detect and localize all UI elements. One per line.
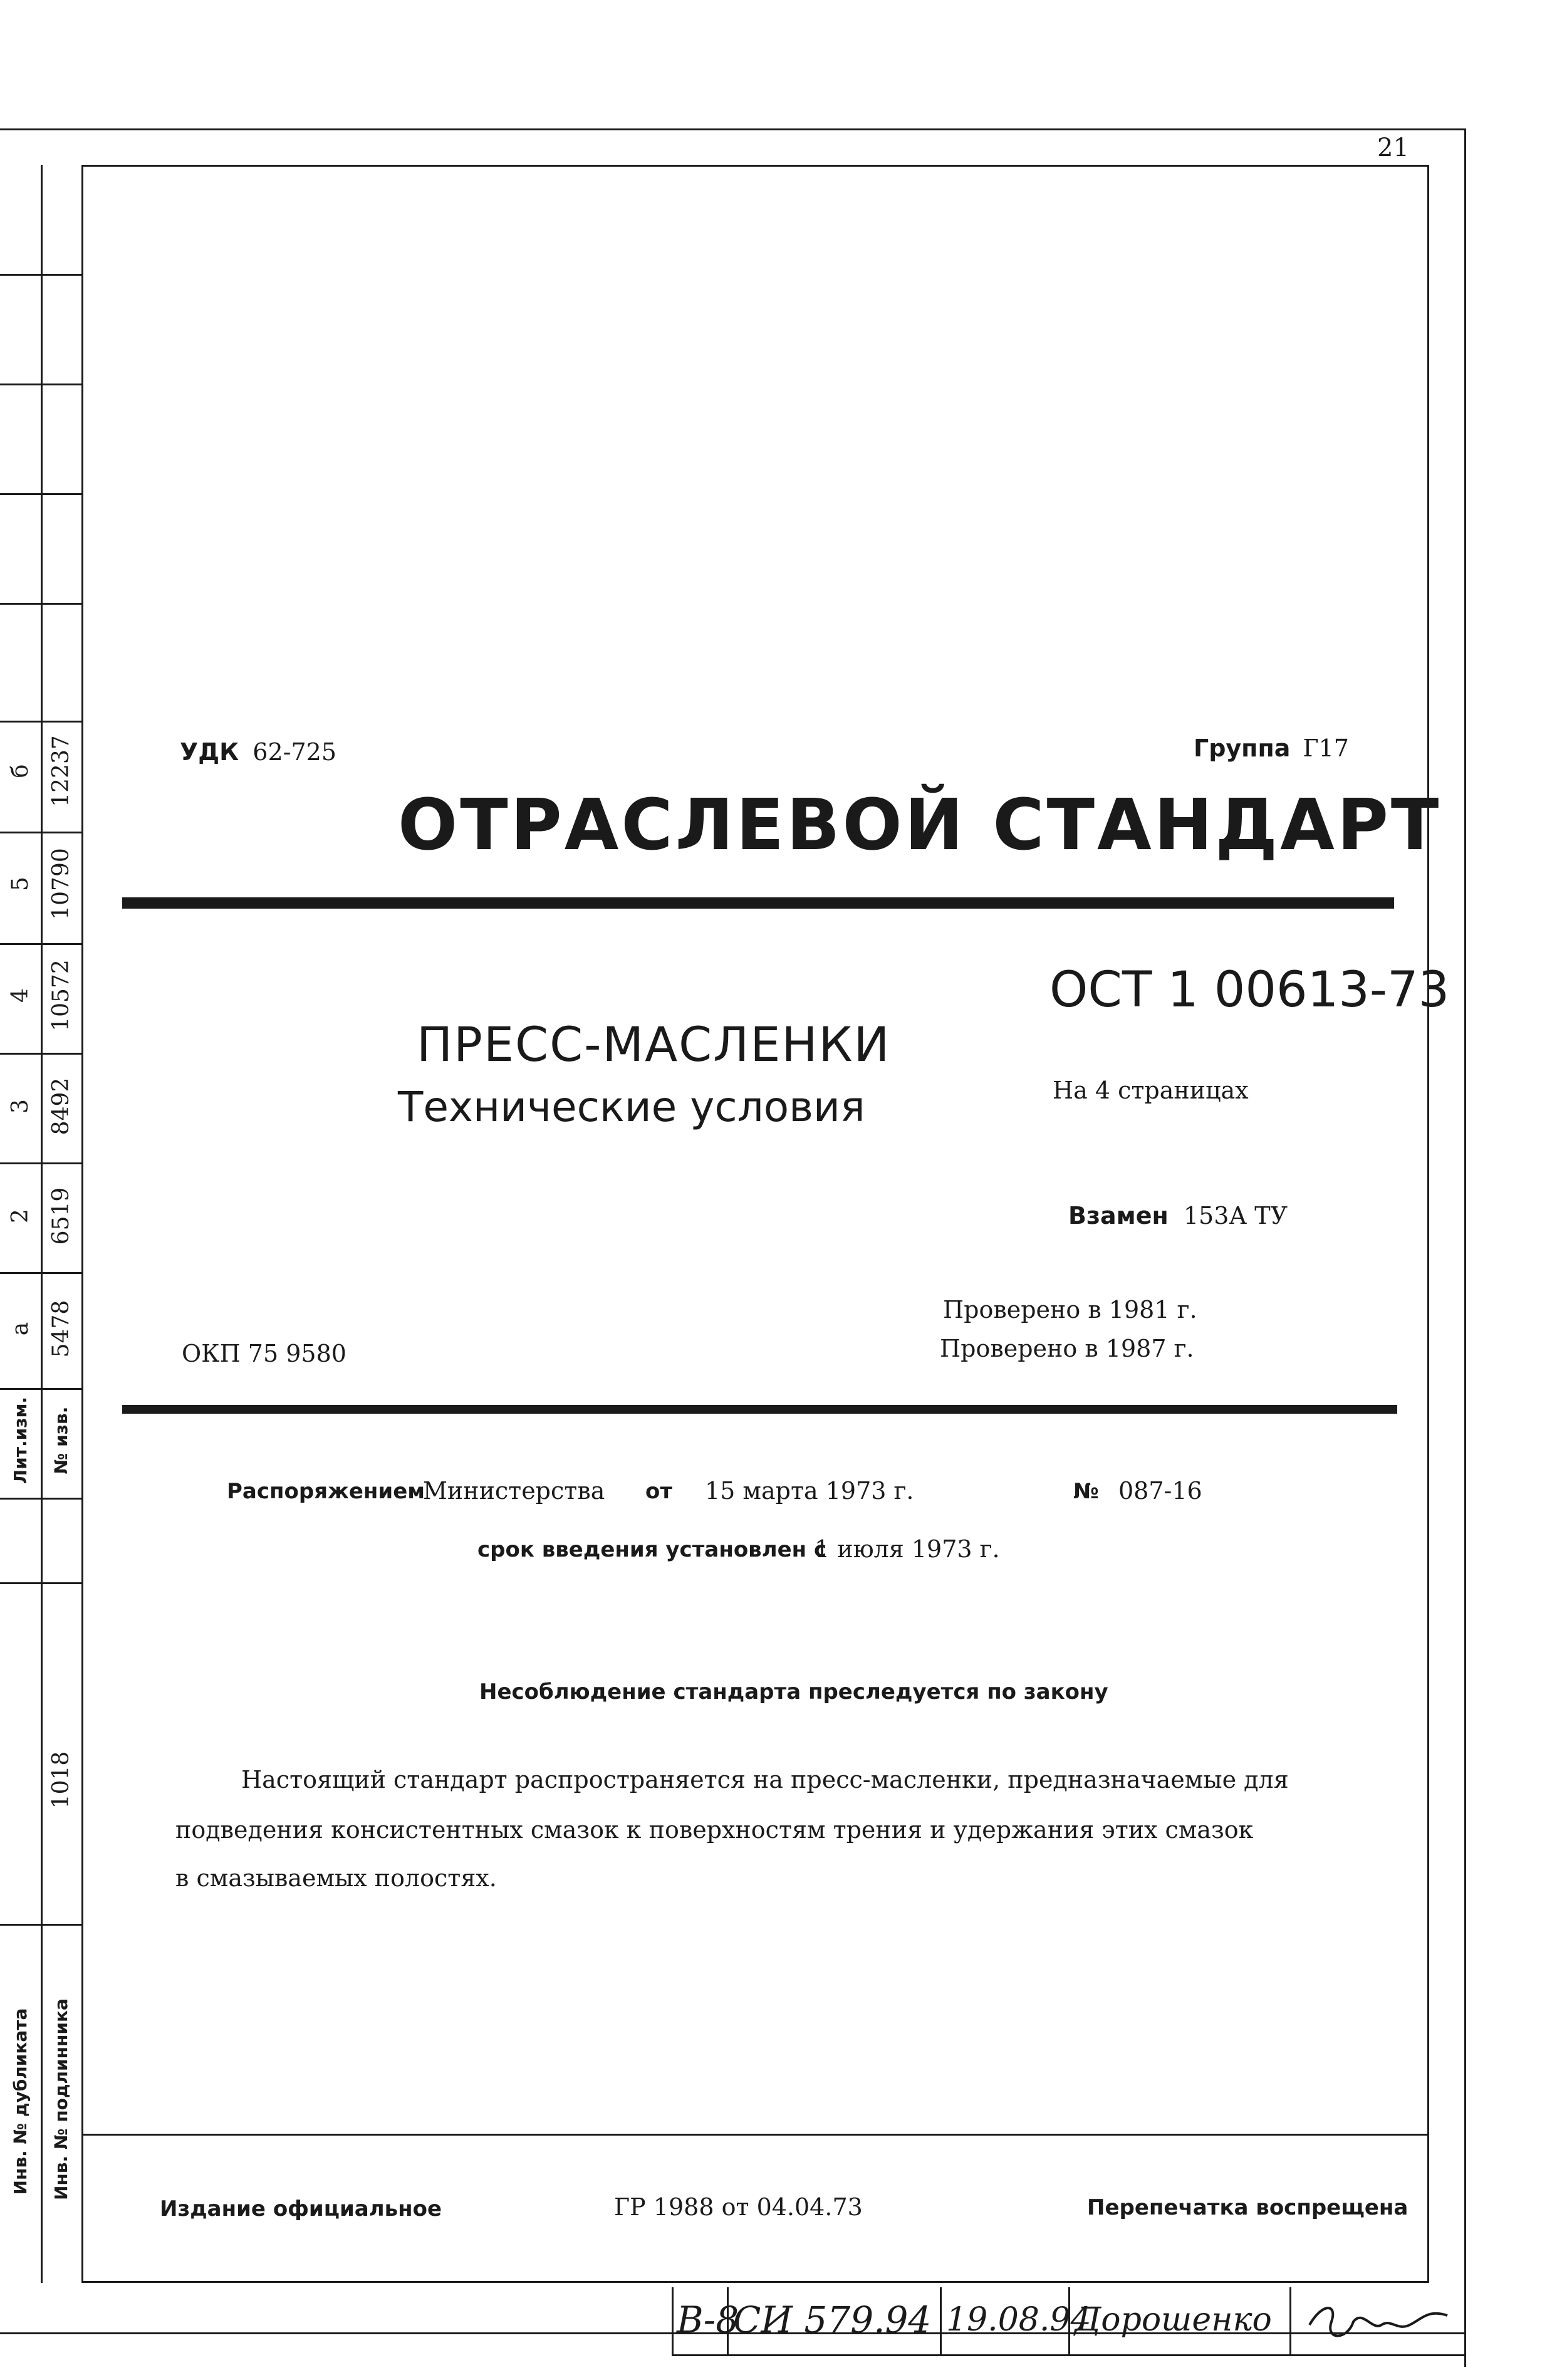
edition-label: Издание официальное (160, 2196, 442, 2221)
strip-lit-cell: 2 (8, 1209, 33, 1223)
strip-num-cell: 8492 (48, 1077, 74, 1135)
pages-count: На 4 страницах (1053, 1077, 1249, 1104)
checked-1981: Проверено в 1981 г. (943, 1296, 1197, 1323)
strip-inv-dup-label: Инв. № дубликата (10, 2008, 31, 2195)
body-line-2: подведения консистентных смазок к поверхностям трения и удержания этих смазок (175, 1816, 1254, 1844)
body-line-1: Настоящий стандарт распространяется на пресс-масленки, предназначаемые для (241, 1766, 1289, 1793)
strip-line (0, 493, 81, 495)
frame-right-inner (1427, 165, 1429, 2283)
main-title: ОТРАСЛЕВОЙ СТАНДАРТ (398, 785, 1442, 866)
strip-line (0, 603, 81, 605)
decree-number: 087-16 (1118, 1477, 1202, 1505)
reprint-notice: Перепечатка воспрещена (1087, 2195, 1409, 2220)
strip-inv-original-number: 1018 (48, 1751, 74, 1809)
decree-number-label: № (1073, 1479, 1099, 1504)
frame-bottom-inner (81, 2281, 1429, 2283)
title-block-thick-rule (122, 1405, 1397, 1414)
strip-line (0, 274, 81, 276)
strip-num-cell: 5478 (48, 1300, 74, 1358)
strip-lit-cell: б (8, 764, 33, 778)
stamp-divider (672, 2287, 674, 2356)
strip-line (0, 1924, 81, 1926)
checked-1987: Проверено в 1987 г. (940, 1335, 1194, 1362)
strip-line (0, 1498, 81, 1500)
group-value: Г17 (1303, 734, 1349, 762)
strip-line (0, 1582, 81, 1584)
frame-top-outer (0, 128, 1466, 130)
udk-label: УДК (180, 738, 239, 766)
stamp-cell-4: Дорошенко (1075, 2301, 1272, 2339)
replaces-value: 153А ТУ (1183, 1202, 1288, 1229)
body-line-3: в смазываемых полостях. (175, 1864, 497, 1892)
frame-left-inner (81, 165, 83, 2283)
stamp-cell-1: В-8 (677, 2299, 739, 2341)
footer-top-line (81, 2134, 1429, 2136)
effective-label: срок введения установлен с (477, 1537, 827, 1562)
group-label: Группа (1194, 734, 1291, 762)
frame-right-outer (1464, 128, 1466, 2367)
strip-lit-cell: а (8, 1322, 33, 1336)
decree-label: Распоряжением (227, 1479, 425, 1504)
decree-date: 15 марта 1973 г. (705, 1477, 914, 1505)
group (1194, 734, 1349, 762)
strip-num-cell: 6519 (48, 1187, 74, 1245)
strip-lit-cell: 3 (8, 1099, 33, 1114)
page-number: 21 (1377, 133, 1409, 162)
frame-top-inner (81, 165, 1429, 167)
gr-registration: ГР 1988 от 04.04.73 (614, 2193, 863, 2221)
strip-lit-header: Лит.изм. (10, 1396, 31, 1485)
strip-lit-cell: 5 (8, 877, 33, 891)
strip-inv-orig-label: Инв. № подлинника (51, 1998, 71, 2200)
decree-from-label: от (645, 1479, 673, 1504)
strip-num-cell: 12237 (48, 735, 74, 807)
strip-num-cell: 10790 (48, 848, 74, 920)
replaces (1068, 1202, 1288, 1229)
strip-divider-outer (41, 165, 43, 2283)
warning-text: Несоблюдение стандарта преследуется по закону (479, 1679, 1108, 1704)
effective-date: 1 июля 1973 г. (815, 1535, 1000, 1563)
stamp-cell-3: 19.08.94 (946, 2301, 1091, 2339)
product-subtitle: Технические условия (398, 1083, 865, 1131)
standard-number: ОСТ 1 00613-73 (1049, 962, 1450, 1018)
signature-scribble (1303, 2297, 1460, 2353)
stamp-divider (1289, 2287, 1291, 2356)
udk (180, 738, 336, 766)
product-title: ПРЕСС-МАСЛЕНКИ (417, 1016, 891, 1072)
replaces-label: Взамен (1068, 1202, 1169, 1229)
strip-num-cell: 10572 (48, 959, 74, 1031)
decree-ministry: Министерства (423, 1477, 605, 1505)
stamp-divider (940, 2287, 942, 2356)
udk-value: 62-725 (253, 738, 337, 766)
header-thick-rule (122, 897, 1394, 909)
strip-num-header: № изв. (51, 1406, 71, 1474)
strip-line (0, 384, 81, 385)
stamp-bottom-line (672, 2354, 1464, 2356)
stamp-cell-2: СИ 579.94 (733, 2299, 932, 2341)
strip-lit-cell: 4 (8, 988, 33, 1003)
okp-code: ОКП 75 9580 (182, 1340, 346, 1367)
